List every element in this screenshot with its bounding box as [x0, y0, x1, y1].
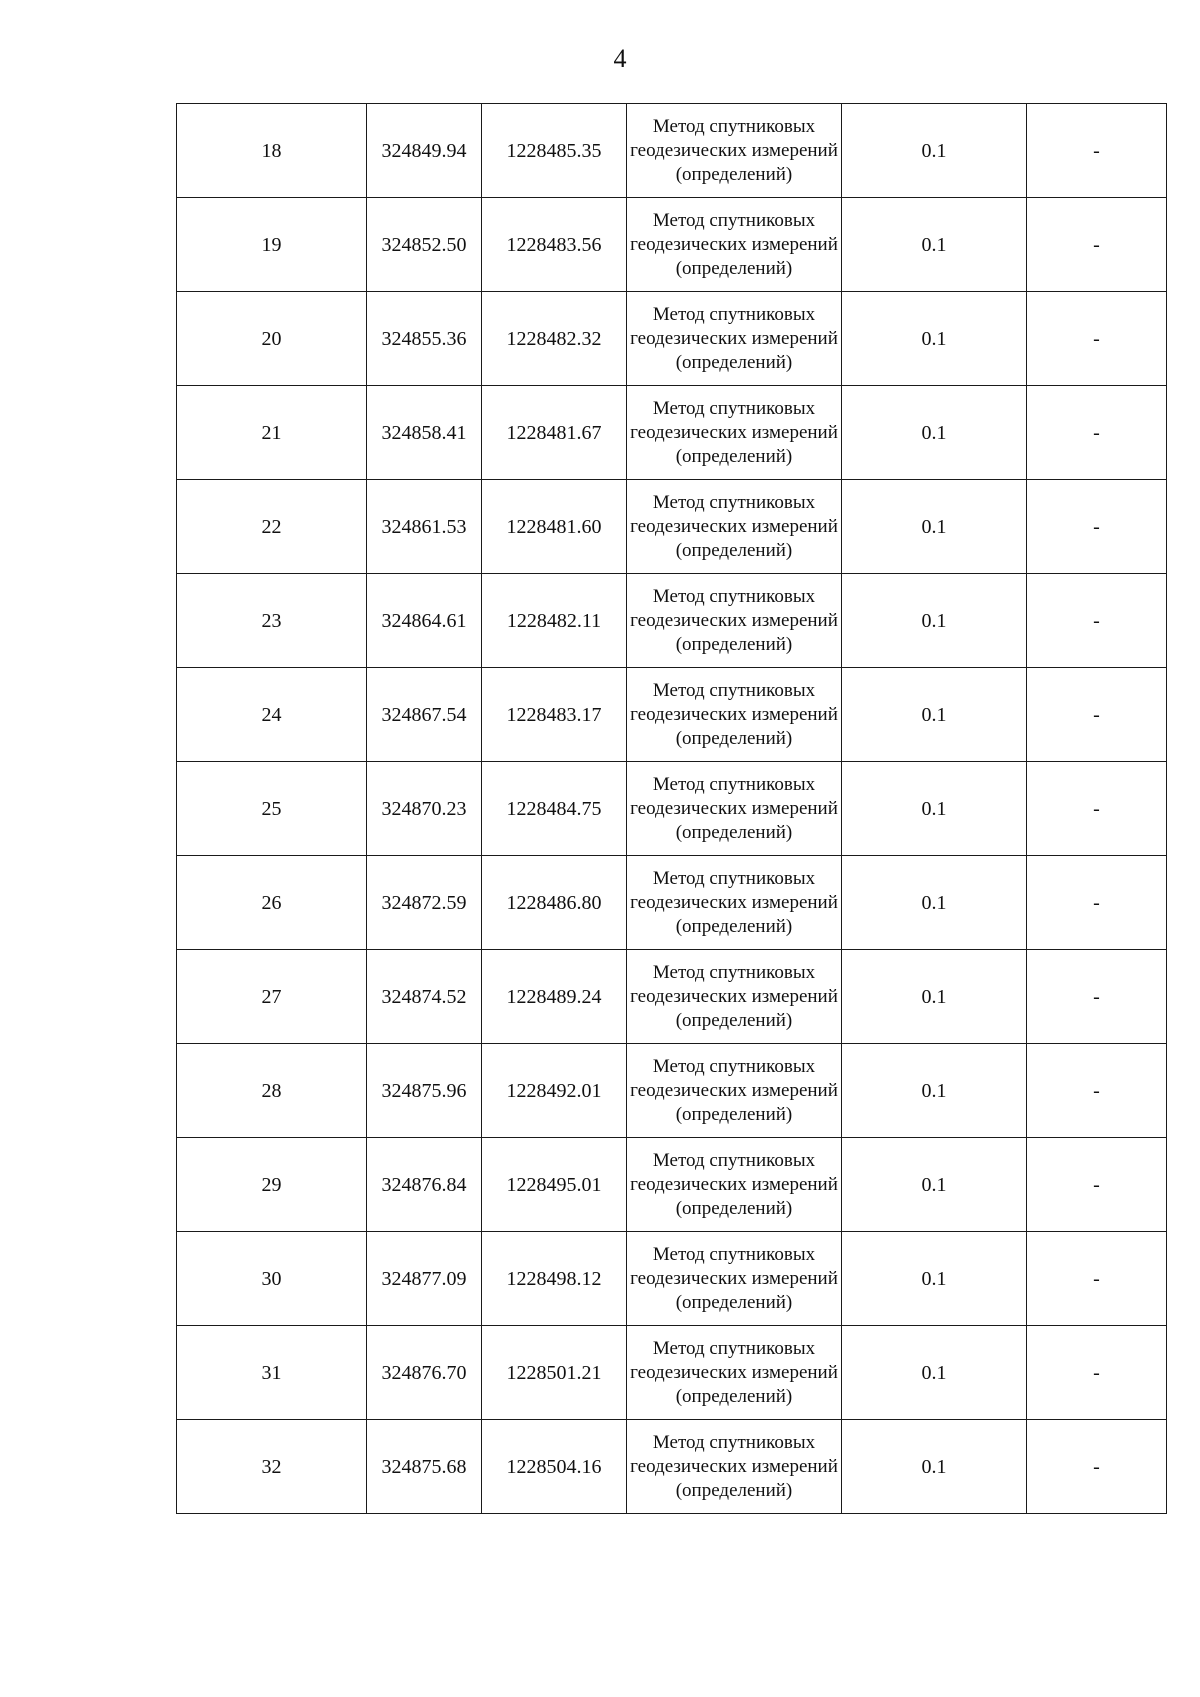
point-number-cell: 24 [177, 668, 367, 762]
method-cell: Метод спутниковых геодезических измерений (определений) [627, 668, 842, 762]
accuracy-cell: 0.1 [842, 1044, 1027, 1138]
note-cell: - [1027, 574, 1167, 668]
y-coordinate-cell: 1228486.80 [482, 856, 627, 950]
x-coordinate-cell: 324875.68 [367, 1420, 482, 1514]
note-cell: - [1027, 762, 1167, 856]
x-coordinate-cell: 324864.61 [367, 574, 482, 668]
accuracy-cell: 0.1 [842, 856, 1027, 950]
method-cell: Метод спутниковых геодезических измерений (определений) [627, 1044, 842, 1138]
table-row [177, 1138, 1167, 1232]
x-coordinate-cell: 324872.59 [367, 856, 482, 950]
x-coordinate-cell: 324852.50 [367, 198, 482, 292]
table-row [177, 1044, 1167, 1138]
method-cell: Метод спутниковых геодезических измерений (определений) [627, 1232, 842, 1326]
x-coordinate-cell: 324849.94 [367, 104, 482, 198]
accuracy-cell: 0.1 [842, 1326, 1027, 1420]
note-cell: - [1027, 1232, 1167, 1326]
accuracy-cell: 0.1 [842, 104, 1027, 198]
table-row [177, 856, 1167, 950]
accuracy-cell: 0.1 [842, 480, 1027, 574]
method-cell: Метод спутниковых геодезических измерений (определений) [627, 386, 842, 480]
y-coordinate-cell: 1228481.60 [482, 480, 627, 574]
table-row [177, 950, 1167, 1044]
table-row [177, 1232, 1167, 1326]
method-cell: Метод спутниковых геодезических измерений (определений) [627, 480, 842, 574]
point-number-cell: 29 [177, 1138, 367, 1232]
y-coordinate-cell: 1228504.16 [482, 1420, 627, 1514]
x-coordinate-cell: 324877.09 [367, 1232, 482, 1326]
y-coordinate-cell: 1228501.21 [482, 1326, 627, 1420]
y-coordinate-cell: 1228482.32 [482, 292, 627, 386]
method-cell: Метод спутниковых геодезических измерений (определений) [627, 950, 842, 1044]
note-cell: - [1027, 668, 1167, 762]
table-row [177, 1420, 1167, 1514]
x-coordinate-cell: 324876.70 [367, 1326, 482, 1420]
y-coordinate-cell: 1228492.01 [482, 1044, 627, 1138]
y-coordinate-cell: 1228482.11 [482, 574, 627, 668]
accuracy-cell: 0.1 [842, 198, 1027, 292]
method-cell: Метод спутниковых геодезических измерений (определений) [627, 292, 842, 386]
table-row [177, 104, 1167, 198]
point-number-cell: 26 [177, 856, 367, 950]
table-row [177, 386, 1167, 480]
method-cell: Метод спутниковых геодезических измерений (определений) [627, 1326, 842, 1420]
point-number-cell: 20 [177, 292, 367, 386]
table-row [177, 480, 1167, 574]
point-number-cell: 30 [177, 1232, 367, 1326]
y-coordinate-cell: 1228483.17 [482, 668, 627, 762]
note-cell: - [1027, 480, 1167, 574]
accuracy-cell: 0.1 [842, 762, 1027, 856]
y-coordinate-cell: 1228498.12 [482, 1232, 627, 1326]
point-number-cell: 28 [177, 1044, 367, 1138]
method-cell: Метод спутниковых геодезических измерений (определений) [627, 762, 842, 856]
method-cell: Метод спутниковых геодезических измерений (определений) [627, 104, 842, 198]
note-cell: - [1027, 1420, 1167, 1514]
point-number-cell: 23 [177, 574, 367, 668]
accuracy-cell: 0.1 [842, 1138, 1027, 1232]
coordinates-table [176, 103, 1167, 1514]
x-coordinate-cell: 324867.54 [367, 668, 482, 762]
accuracy-cell: 0.1 [842, 1420, 1027, 1514]
x-coordinate-cell: 324875.96 [367, 1044, 482, 1138]
page-number: 4 [613, 44, 627, 73]
x-coordinate-cell: 324874.52 [367, 950, 482, 1044]
table-row [177, 574, 1167, 668]
table-row [177, 292, 1167, 386]
point-number-cell: 21 [177, 386, 367, 480]
point-number-cell: 31 [177, 1326, 367, 1420]
accuracy-cell: 0.1 [842, 574, 1027, 668]
table-row [177, 668, 1167, 762]
method-cell: Метод спутниковых геодезических измерений (определений) [627, 856, 842, 950]
point-number-cell: 22 [177, 480, 367, 574]
y-coordinate-cell: 1228489.24 [482, 950, 627, 1044]
accuracy-cell: 0.1 [842, 950, 1027, 1044]
note-cell: - [1027, 1326, 1167, 1420]
note-cell: - [1027, 104, 1167, 198]
method-cell: Метод спутниковых геодезических измерений (определений) [627, 1138, 842, 1232]
note-cell: - [1027, 1138, 1167, 1232]
x-coordinate-cell: 324876.84 [367, 1138, 482, 1232]
y-coordinate-cell: 1228481.67 [482, 386, 627, 480]
method-cell: Метод спутниковых геодезических измерений (определений) [627, 1420, 842, 1514]
y-coordinate-cell: 1228485.35 [482, 104, 627, 198]
note-cell: - [1027, 292, 1167, 386]
table-row [177, 1326, 1167, 1420]
point-number-cell: 19 [177, 198, 367, 292]
point-number-cell: 25 [177, 762, 367, 856]
note-cell: - [1027, 856, 1167, 950]
method-cell: Метод спутниковых геодезических измерений (определений) [627, 198, 842, 292]
y-coordinate-cell: 1228484.75 [482, 762, 627, 856]
x-coordinate-cell: 324855.36 [367, 292, 482, 386]
coordinates-table-body [177, 104, 1167, 1514]
y-coordinate-cell: 1228495.01 [482, 1138, 627, 1232]
accuracy-cell: 0.1 [842, 668, 1027, 762]
accuracy-cell: 0.1 [842, 1232, 1027, 1326]
point-number-cell: 18 [177, 104, 367, 198]
note-cell: - [1027, 386, 1167, 480]
method-cell: Метод спутниковых геодезических измерений (определений) [627, 574, 842, 668]
table-row [177, 198, 1167, 292]
note-cell: - [1027, 198, 1167, 292]
accuracy-cell: 0.1 [842, 292, 1027, 386]
point-number-cell: 27 [177, 950, 367, 1044]
point-number-cell: 32 [177, 1420, 367, 1514]
note-cell: - [1027, 950, 1167, 1044]
table-row [177, 762, 1167, 856]
note-cell: - [1027, 1044, 1167, 1138]
x-coordinate-cell: 324861.53 [367, 480, 482, 574]
x-coordinate-cell: 324858.41 [367, 386, 482, 480]
x-coordinate-cell: 324870.23 [367, 762, 482, 856]
accuracy-cell: 0.1 [842, 386, 1027, 480]
y-coordinate-cell: 1228483.56 [482, 198, 627, 292]
